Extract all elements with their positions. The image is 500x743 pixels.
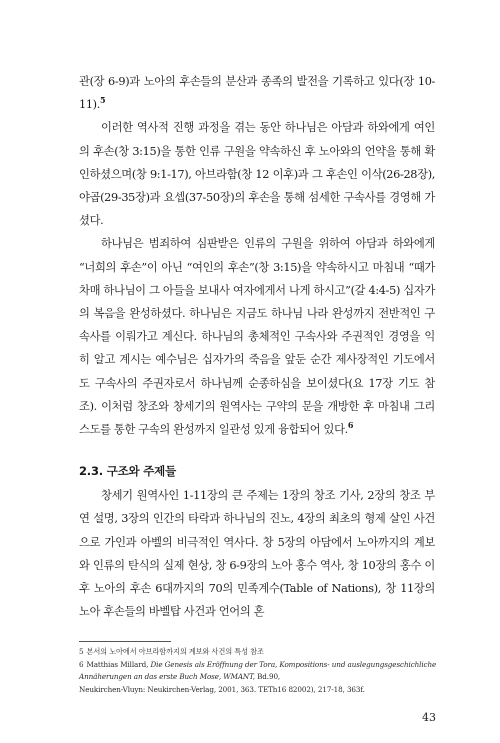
paragraph-1-text: 관(장 6-9)과 노아의 후손들의 분산과 종족의 발전을 기록하고 있다(장 10-11). (79, 75, 435, 112)
footnote-divider (79, 641, 171, 642)
section-heading: 2.3. 구조와 주제들 (79, 464, 177, 479)
footnote-ref-6: 6 (347, 420, 354, 431)
section-paragraph: 창세기 원역사인 1-11장의 큰 주제는 1장의 창조 기사, 2장의 창조 부연 설명, 3장의 인간의 타락과 하나님의 진노, 4장의 최초의 형제 살인 사건으로 가인과 아벨의 비극적인 역사다. 창 5장의 아담에서 노아까지의 계보와 인류의 탄식의 실제 현상, 창 6-9장의 노아 홍수 역사, 창 10장의 홍수 이후 노아의 후손 6대까지의 70의 민족계수(Table of Nations), 창 11장의 노아 후손들의 바벨탑 사건과 언어의 혼 (79, 489, 435, 619)
footnote-6-publisher: Neukirchen-Vluyn: Neukirchen-Verlag, 2001, 363. TETh16 82002), 217-18, 363f. (79, 684, 365, 694)
footnote-5 (79, 646, 439, 659)
footnote-5-text: 본서의 노아에서 아브라함까지의 계보와 사건의 특성 참조 (86, 647, 264, 656)
footnote-ref-5: 5 (99, 95, 106, 106)
footnote-6-volume: Bd.90, (254, 672, 281, 682)
paragraph-3 (79, 232, 435, 441)
page-number: 43 (422, 711, 436, 724)
paragraph-2 (79, 116, 435, 232)
footnote-6 (79, 659, 439, 697)
footnote-5-number: 5 (79, 647, 84, 656)
paragraph-2-text: 이러한 역사적 진행 과정을 겪는 동안 하나님은 아담과 하와에게 여인의 후손(창 3:15)을 통한 인류 구원을 약속하신 후 노아와의 언약을 통해 확인하셨으며(창 9:1-17), 아브라함(창 12 이후)과 그 후손인 이삭(26-28장), 야곱(29-35장)과 요셉(37-50장)의 후손을 통해 섬세한 구속사를 경영해 가셨다. (79, 121, 435, 228)
body-text (79, 70, 435, 623)
footnote-6-author: Matthias Millard, (86, 659, 149, 669)
paragraph-1 (79, 70, 435, 116)
footnote-6-title: Die Genesis als Eröffnung der Tora, Kompositions- und auslegungsgeschichliche Annäherungen an das erste Buch Mose, WMANT, (79, 659, 437, 682)
paragraph-3-text: 하나님은 범죄하여 심판받은 인류의 구원을 위하여 아담과 하와에게 “너희의 후손”이 아닌 “여인의 후손”(창 3:15)을 약속하시고 마침내 “때가 차매 하나님이 그 아들을 보내사 여자에게서 나게 하시고”(갈 4:4-5) 십자가의 복음을 완성하셨다. 하나님은 지금도 하나님 나라 완성까지 전반적인 구속사를 이뤄가고 계신다. 하나님의 총체적인 구속사와 주권적인 경영을 익히 알고 계시는 예수님은 십자가의 죽음을 앞둔 순간 제사장적인 기도에서도 구속사의 주권자로서 하나님께 순종하심을 보이셨다(요 17장 기도 참조). 이처럼 창조와 창세기의 원역사는 구약의 문을 개방한 후 마침내 그리스도를 통한 구속의 완성까지 일관성 있게 융합되어 있다. (79, 237, 435, 437)
footnotes (79, 646, 439, 696)
footnote-6-number: 6 (79, 659, 84, 669)
